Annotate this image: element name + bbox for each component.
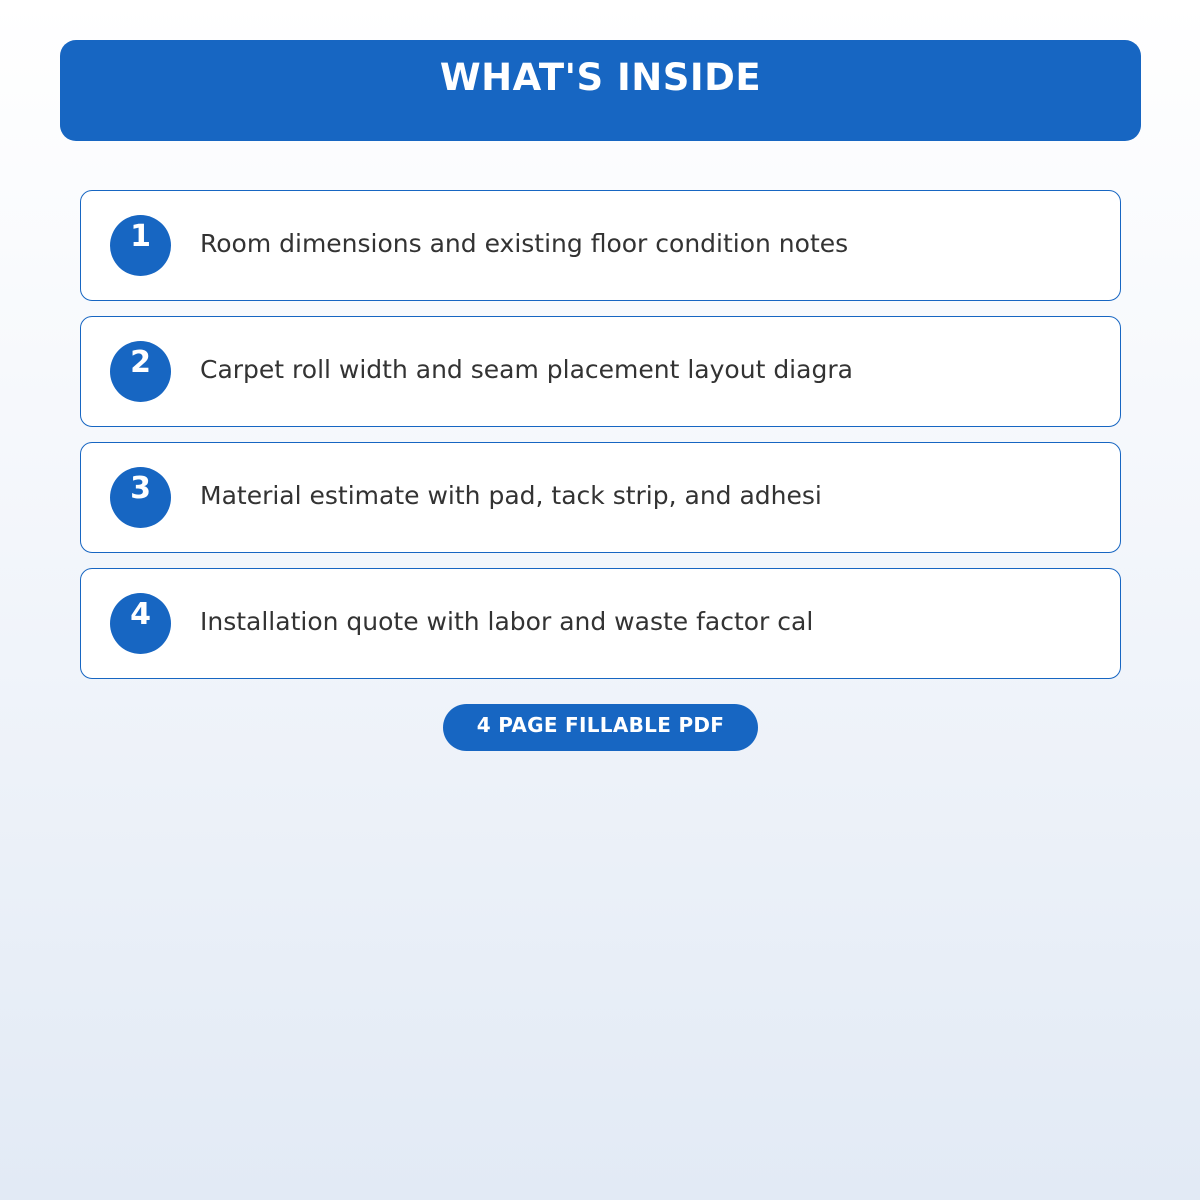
list-item	[80, 568, 1121, 679]
page-count-badge	[443, 704, 758, 751]
page-title: WHAT'S INSIDE	[439, 56, 762, 99]
item-text: Room dimensions and existing floor condition notes	[200, 229, 849, 258]
item-number: 1	[130, 219, 151, 254]
item-text: Material estimate with pad, tack strip, and adhesi	[200, 481, 822, 510]
header-banner	[60, 40, 1141, 141]
item-number: 4	[130, 597, 151, 632]
number-badge	[110, 341, 171, 402]
list-item	[80, 316, 1121, 427]
list-item	[80, 442, 1121, 553]
item-text: Carpet roll width and seam placement layout diagra	[200, 355, 853, 384]
page-count-label: 4 PAGE FILLABLE PDF	[476, 713, 725, 737]
number-badge	[110, 593, 171, 654]
list-item	[80, 190, 1121, 301]
number-badge	[110, 215, 171, 276]
number-badge	[110, 467, 171, 528]
item-text: Installation quote with labor and waste factor cal	[200, 607, 814, 636]
contents-list	[80, 190, 1121, 694]
item-number: 3	[130, 471, 151, 506]
item-number: 2	[130, 345, 151, 380]
